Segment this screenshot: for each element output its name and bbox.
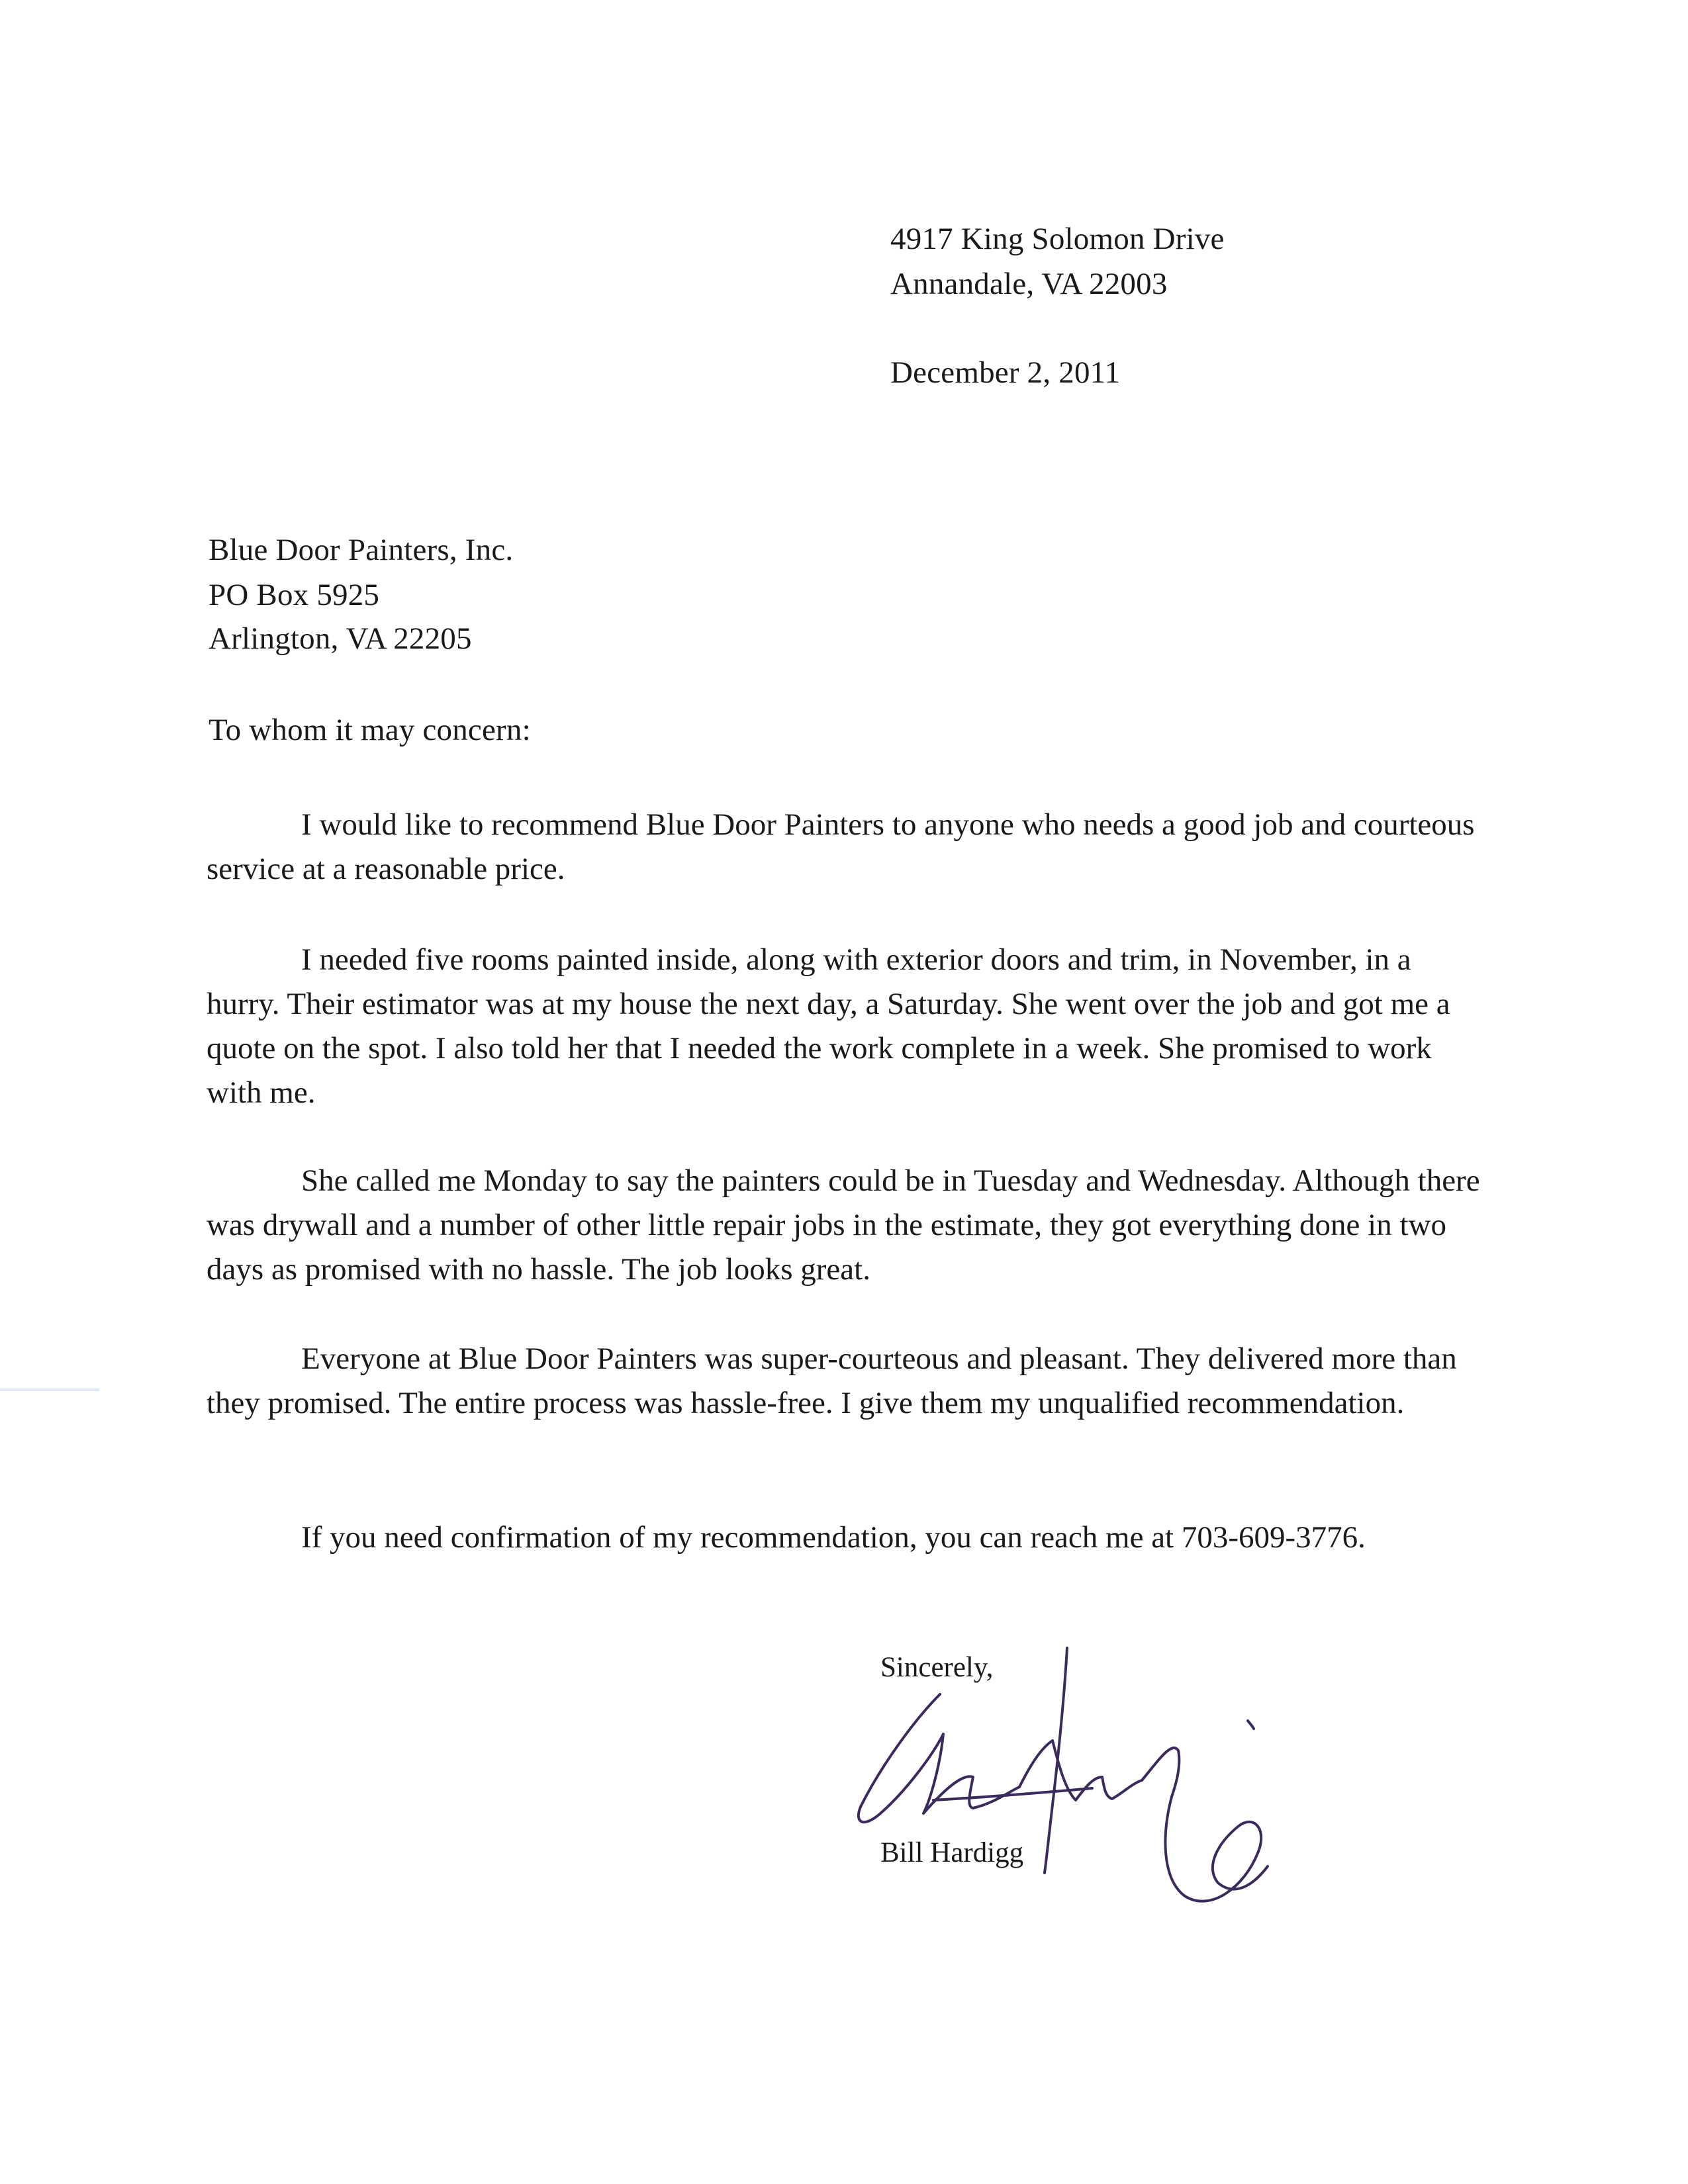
letter-date: December 2, 2011 [890,355,1121,390]
scan-artifact [0,1388,99,1391]
body-paragraph-3: She called me Monday to say the painters could be in Tuesday and Wednesday. Although there was drywall and a number of other little repair jobs in the estimate, they got everything done in two days as promised with no hassle. The job looks great. [207,1163,1480,1287]
body-paragraph-5: If you need confirmation of my recommendation, you can reach me at 703-609-3776. [301,1520,1366,1555]
recipient-city: Arlington, VA 22205 [209,621,472,656]
body-paragraph-2: I needed five rooms painted inside, along with exterior doors and trim, in November, in a hurry. Their estimator was at my house the next day, a Saturday. She went over the job and got me a quote on the spot. I also told her that I needed the work complete in a week. She promised to work with me. [207,942,1450,1110]
signer-name: Bill Hardigg [880,1837,1024,1868]
body-paragraph-1: I would like to recommend Blue Door Painters to anyone who needs a good job and courteous service at a reasonable price. [207,807,1475,886]
sender-street: 4917 King Solomon Drive [890,222,1225,256]
recipient-name: Blue Door Painters, Inc. [209,533,514,567]
body-paragraph-4: Everyone at Blue Door Painters was super-courteous and pleasant. They delivered more than they promised. The entire process was hassle-free. I give them my unqualified recommendation. [207,1342,1457,1420]
salutation: To whom it may concern: [209,713,531,747]
sender-city: Annandale, VA 22003 [890,267,1168,301]
handwritten-signature [781,1635,1284,1926]
recipient-pobox: PO Box 5925 [209,578,380,612]
closing: Sincerely, [880,1652,994,1683]
